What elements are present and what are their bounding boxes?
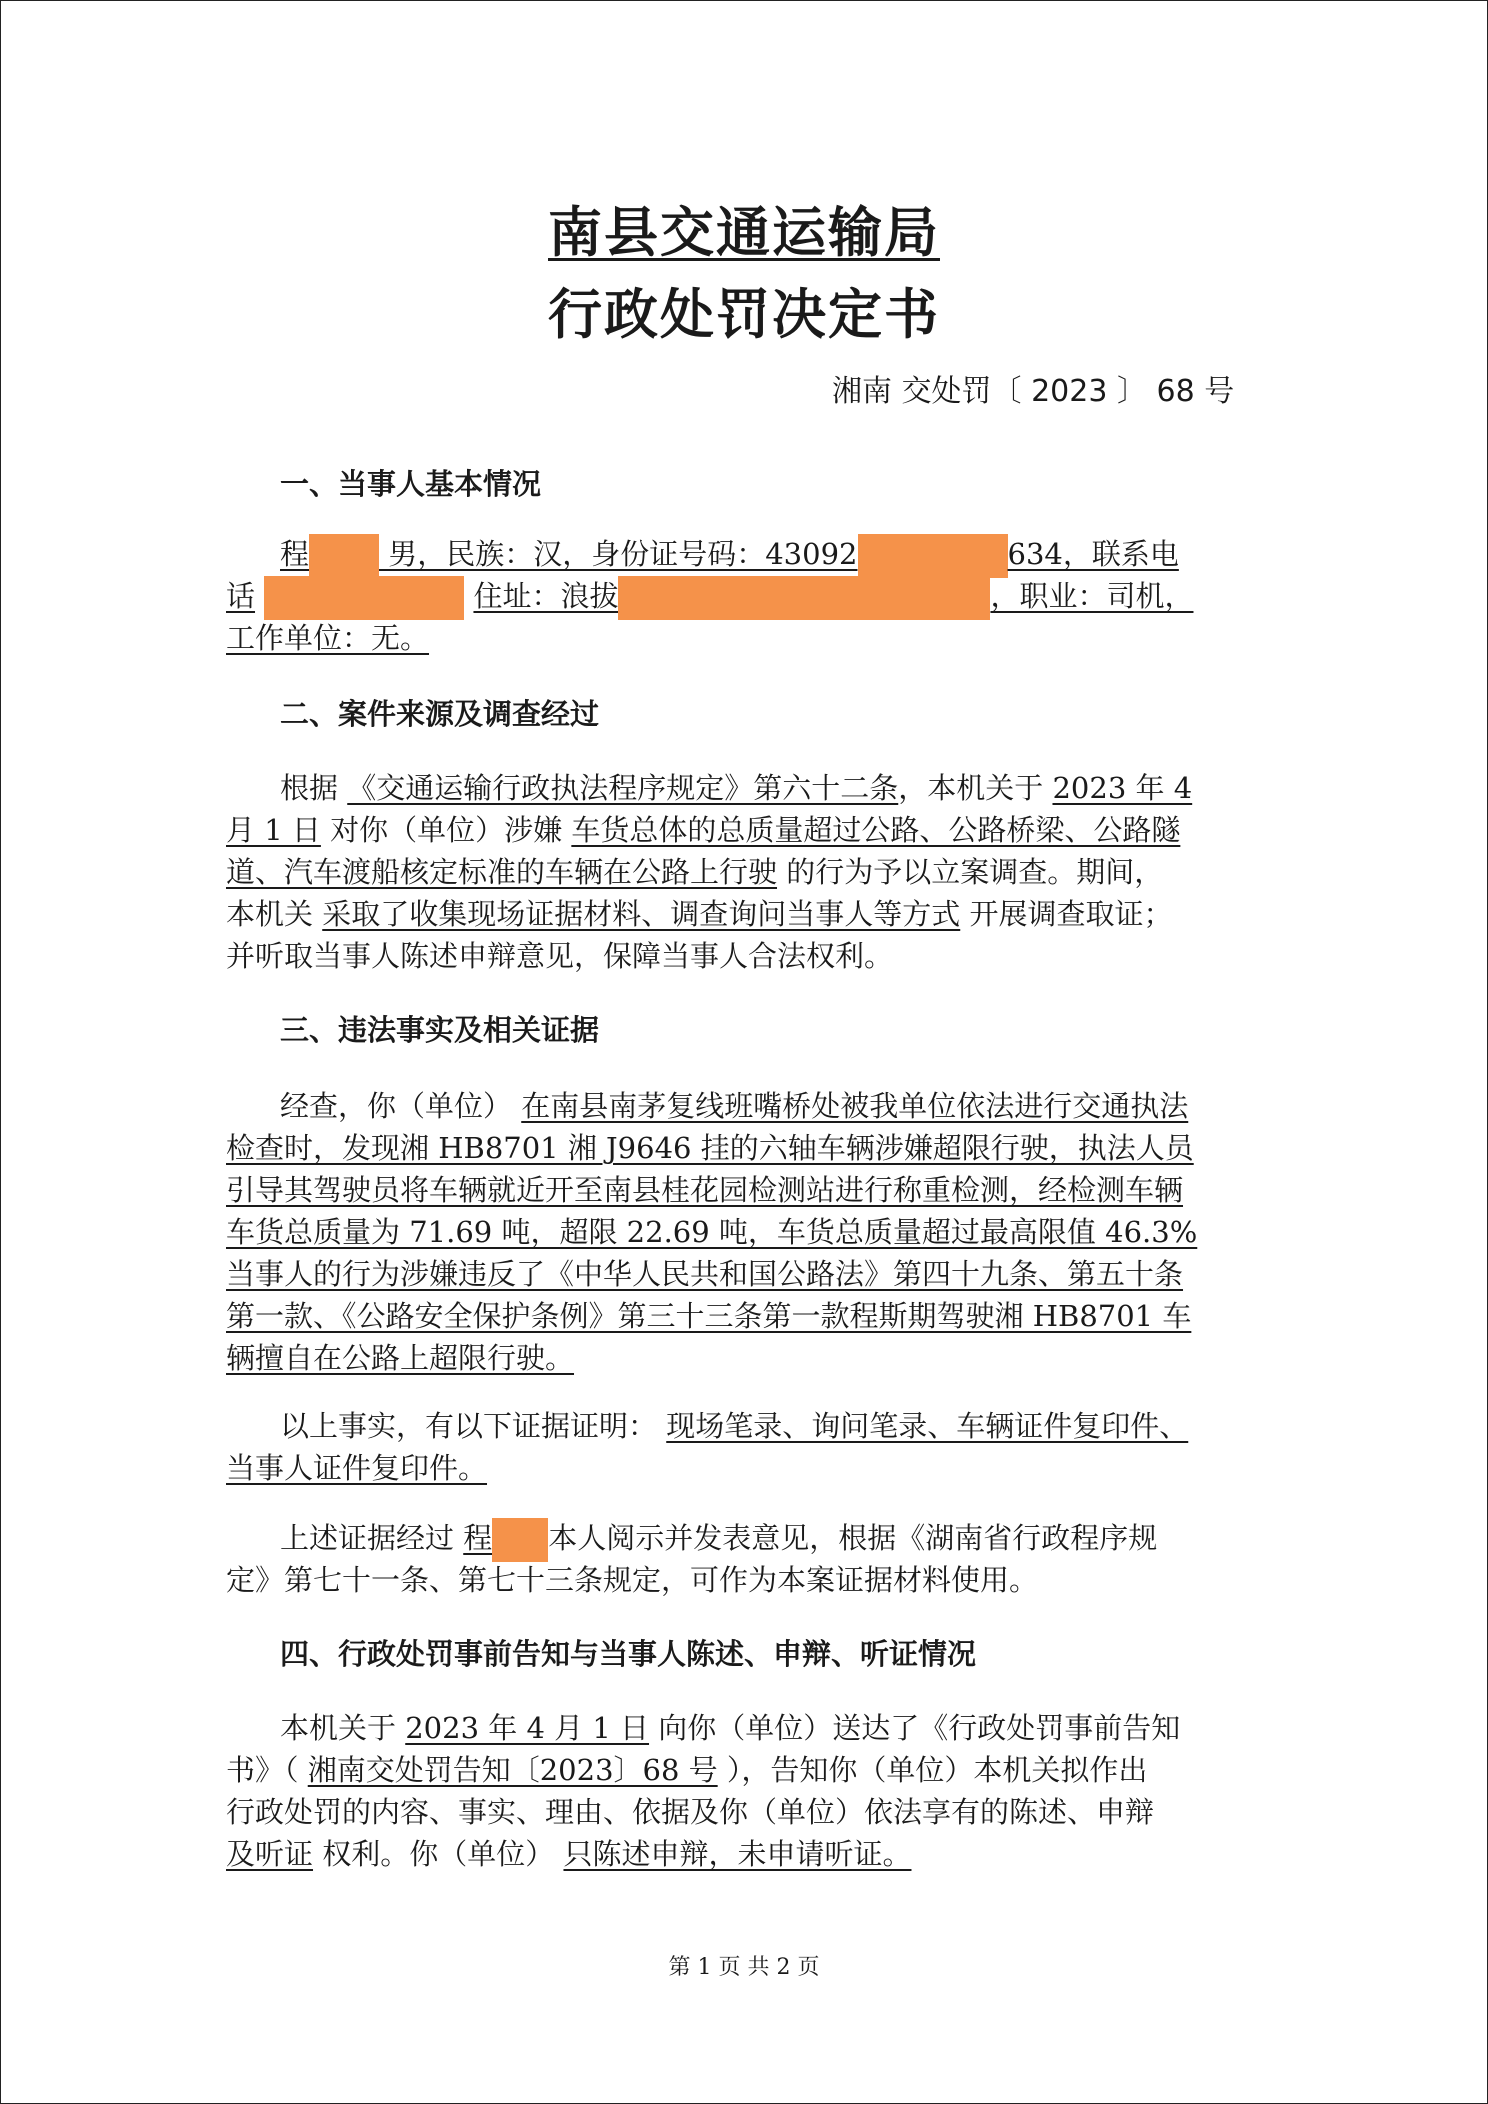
- occupation: ，职业：司机，: [990, 579, 1194, 613]
- notice-date: 2023 年 4 月 1 日: [405, 1711, 650, 1745]
- facts-line-3: 引导其驾驶员将车辆就近开至南县桂花园检测站进行称重检测，经检测车辆: [226, 1173, 1184, 1207]
- text: 以上事实，有以下证据证明：: [280, 1409, 658, 1443]
- case-source-line-5: 并听取当事人陈述申辩意见，保障当事人合法权利。: [226, 939, 894, 973]
- section-heading-notice-hearing: 四、行政处罚事前告知与当事人陈述、申辩、听证情况: [280, 1637, 977, 1671]
- work-unit: 工作单位：无。: [226, 621, 430, 655]
- party-id-suffix-phone-label: 634，联系电: [1007, 537, 1179, 571]
- text: 书》（: [226, 1753, 299, 1787]
- case-date-part: 2023 年 4: [1052, 771, 1193, 805]
- text: ），告知你（单位）本机关拟作出: [726, 1753, 1148, 1787]
- section-heading-party-info: 一、当事人基本情况: [280, 467, 542, 501]
- legal-basis: 《交通运输行政执法程序规定》第六十二条: [347, 771, 899, 805]
- evidence-line-1: [280, 1404, 1188, 1445]
- review-line-1: [280, 1516, 1157, 1562]
- party-info-line-3: [226, 616, 429, 657]
- notice-line-2: [226, 1748, 1147, 1789]
- case-source-line-4: [226, 892, 1172, 933]
- redacted-id-number: [858, 534, 1008, 578]
- page-number: 第 1 页 共 2 页: [668, 1955, 820, 1980]
- page-title: 南县交通运输局: [548, 200, 940, 264]
- review-line-2: 定》第七十一条、第七十三条规定，可作为本案证据材料使用。: [226, 1563, 1039, 1597]
- text: 本机关于: [280, 1711, 397, 1745]
- suspected-violation: 道、汽车渡船核定标准的车辆在公路上行驶: [226, 855, 778, 889]
- evidence-list: 现场笔录、询问笔录、车辆证件复印件、: [666, 1409, 1189, 1443]
- document-number: 湘南 交处罚〔 2023 〕 68 号: [832, 374, 1235, 409]
- case-source-line-3: [226, 850, 1163, 891]
- notice-line-1: [280, 1706, 1180, 1747]
- party-info-line-1: [280, 532, 1179, 578]
- text: 权利。你（单位）: [322, 1837, 555, 1871]
- text: 根据: [280, 771, 339, 805]
- party-surname: 程: [280, 537, 310, 571]
- phone-label-end: 话: [226, 579, 256, 613]
- text: 对你（单位）涉嫌: [330, 813, 563, 847]
- suspected-violation: 车货总体的总质量超过公路、公路桥梁、公路隧: [571, 813, 1181, 847]
- document-type-title: 行政处罚决定书: [548, 282, 940, 346]
- text: ，本机关于: [898, 771, 1044, 805]
- section-heading-facts-evidence: 三、违法事实及相关证据: [280, 1013, 600, 1047]
- party-surname: 程: [463, 1521, 493, 1555]
- case-date-part: 月 1 日: [226, 813, 321, 847]
- redacted-name: [492, 1518, 548, 1562]
- redacted-phone: [264, 576, 464, 620]
- section-heading-case-source: 二、案件来源及调查经过: [280, 697, 600, 731]
- text: 本机关: [226, 897, 314, 931]
- case-source-line-1: [280, 766, 1192, 807]
- facts-line-5: 当事人的行为涉嫌违反了《中华人民共和国公路法》第四十九条、第五十条: [226, 1257, 1184, 1291]
- redacted-address: [618, 576, 990, 620]
- party-gender-ethnicity-id: 男，民族：汉，身份证号码：43092: [379, 537, 858, 571]
- notice-doc-number: 湘南交处罚告知〔2023〕68 号: [307, 1753, 718, 1787]
- text: 开展调查取证；: [969, 897, 1173, 931]
- notice-line-4: [226, 1832, 911, 1873]
- facts-line-6: 第一款、《公路安全保护条例》第三十三条第一款程斯期驾驶湘 HB8701 车: [226, 1299, 1192, 1333]
- party-info-line-2: [226, 574, 1193, 620]
- address-label: 住址：浪拔: [473, 579, 619, 613]
- notice-line-3: 行政处罚的内容、事实、理由、依据及你（单位）依法享有的陈述、申辩: [226, 1795, 1155, 1829]
- text: 本人阅示并发表意见，根据《湖南省行政程序规: [548, 1521, 1158, 1555]
- facts-text: 在南县南茅复线班嘴桥处被我单位依法进行交通执法: [521, 1089, 1189, 1123]
- evidence-line-2: 当事人证件复印件。: [226, 1451, 488, 1485]
- text: 的行为予以立案调查。期间，: [786, 855, 1164, 889]
- text: 向你（单位）送达了《行政处罚事前告知: [658, 1711, 1181, 1745]
- facts-line-1: [280, 1084, 1188, 1125]
- facts-line-4: 车货总质量为 71.69 吨，超限 22.69 吨，车货总质量超过最高限值 46.3%: [226, 1215, 1198, 1249]
- party-response: 只陈述申辩，未申请听证。: [563, 1837, 912, 1871]
- facts-line-7: 辆擅自在公路上超限行驶。: [226, 1341, 575, 1375]
- text: 经查，你（单位）: [280, 1089, 513, 1123]
- hearing-right: 及听证: [226, 1837, 314, 1871]
- case-source-line-2: [226, 808, 1180, 849]
- investigation-method: 采取了收集现场证据材料、调查询问当事人等方式: [322, 897, 961, 931]
- facts-line-2: 检查时，发现湘 HB8701 湘 J9646 挂的六轴车辆涉嫌超限行驶，执法人员: [226, 1131, 1194, 1165]
- redacted-name: [309, 534, 379, 578]
- text: 上述证据经过: [280, 1521, 455, 1555]
